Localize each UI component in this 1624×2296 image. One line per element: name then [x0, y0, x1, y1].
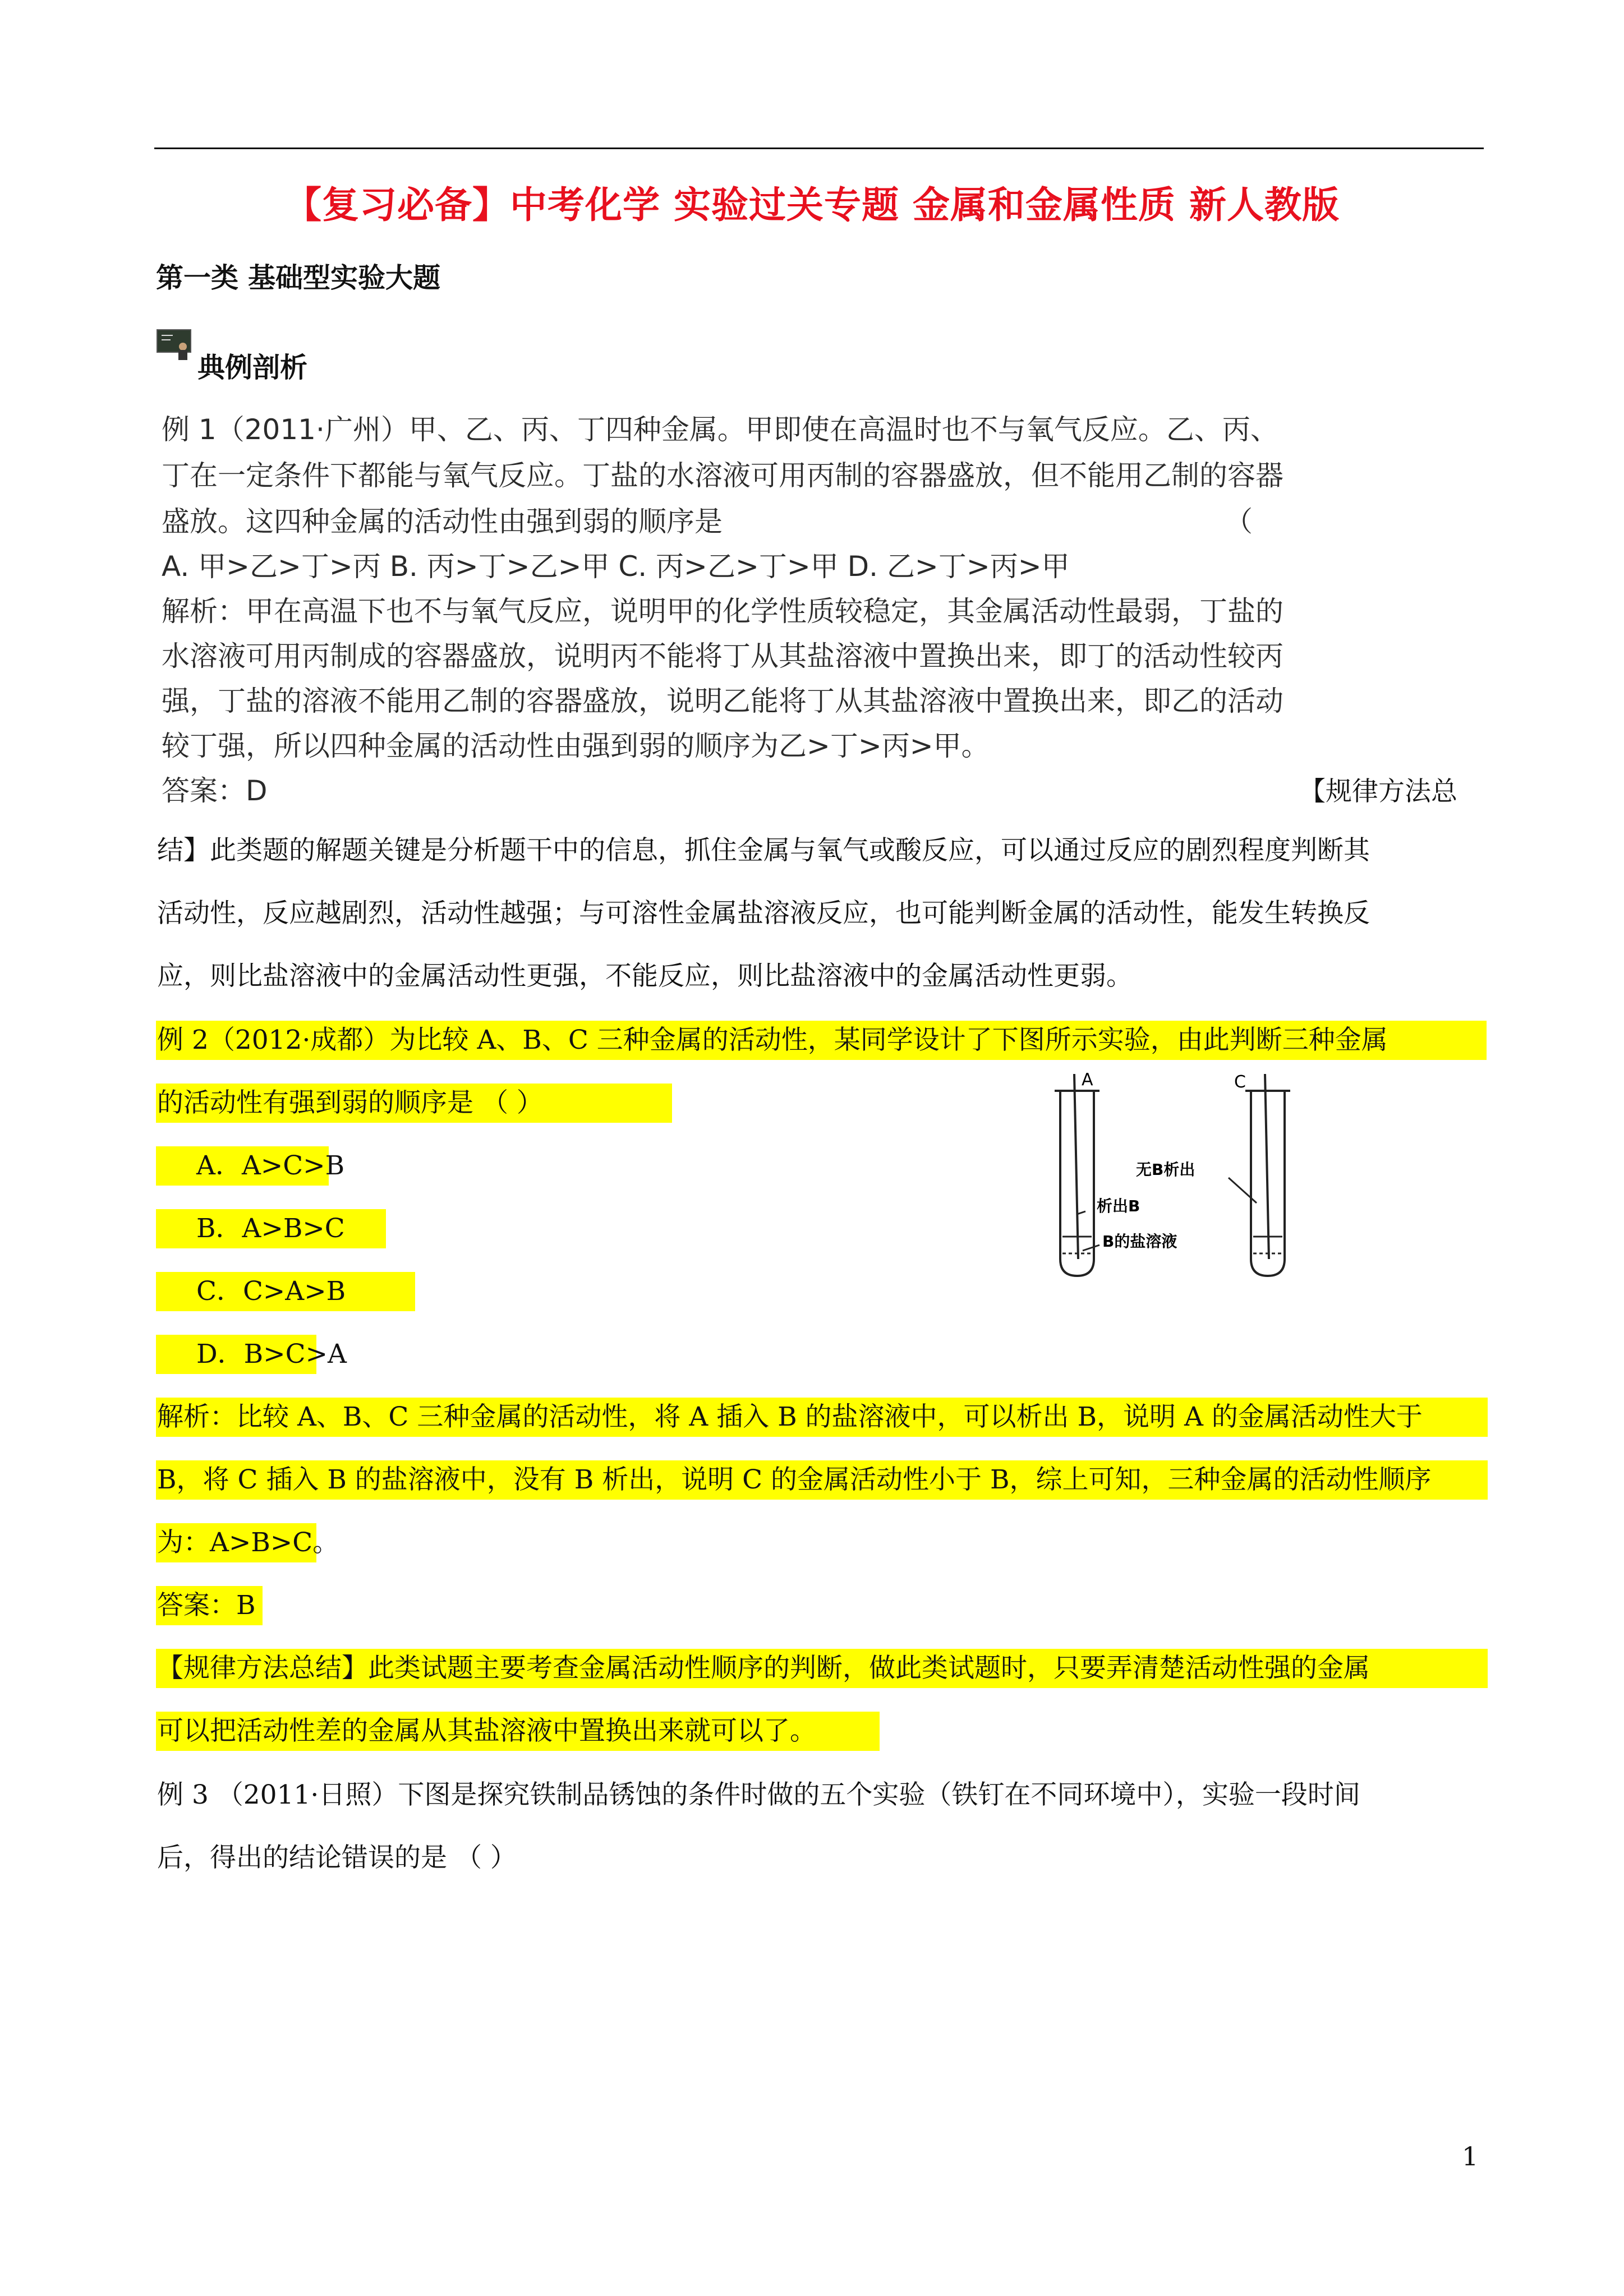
chalkboard-teacher-icon	[156, 328, 196, 361]
label-b-out: 析出B	[1097, 1197, 1140, 1215]
summary1-line: 应，则比盐溶液中的金属活动性更强，不能反应，则比盐溶液中的金属活动性更弱。	[157, 961, 1133, 992]
tube-label-a: A	[1082, 1070, 1093, 1090]
example2-analysis: B，将 C 插入 B 的盐溶液中，没有 B 析出，说明 C 的金属活动性小于 B，综上可知，三种金属的活动性顺序	[157, 1464, 1432, 1495]
example1-line: 例 1（2011·广州）甲、乙、丙、丁四种金属。甲即使在高温时也不与氧气反应。乙、丙、	[162, 413, 1278, 446]
example2-question: 例 2（2012·成都）为比较 A、B、C 三种金属的活动性，某同学设计了下图所示实验，由此判断三种金属	[157, 1025, 1388, 1055]
option-c: C．C>A>B	[196, 1276, 346, 1307]
example1-line: 较丁强，所以四种金属的活动性由强到弱的顺序为乙>丁>丙>甲。	[162, 730, 990, 762]
example2-question: 的活动性有强到弱的顺序是 （ ）	[157, 1087, 543, 1118]
summary1-line: 活动性，反应越剧烈，活动性越强；与可溶性金属盐溶液反应，也可能判断金属的活动性，能发生转换反	[157, 898, 1370, 929]
option-a: A．A>C>B	[196, 1150, 345, 1181]
example2-summary: 可以把活动性差的金属从其盐溶液中置换出来就可以了。	[157, 1716, 816, 1746]
test-tube-figure	[1043, 1068, 1335, 1281]
example2-answer: 答案：B	[157, 1590, 256, 1621]
example1-answer: 答案：D	[162, 774, 268, 807]
option-d: D．B>C>A	[196, 1339, 347, 1370]
example3-line: 后，得出的结论错误的是 （ ）	[157, 1842, 517, 1873]
example1-options: A. 甲>乙>丁>丙 B. 丙>丁>乙>甲 C. 丙>乙>丁>甲 D. 乙>丁>丙>甲	[162, 550, 1070, 583]
tube-label-c: C	[1234, 1072, 1246, 1092]
example1-line: 解析：甲在高温下也不与氧气反应，说明甲的化学性质较稳定，其金属活动性最弱，丁盐的	[162, 595, 1283, 628]
example3-line: 例 3 （2011·日照）下图是探究铁制品锈蚀的条件时做的五个实验（铁钉在不同环境中），实验一段时间	[157, 1779, 1360, 1810]
summary1-line: 结】此类题的解题关键是分析题干中的信息，抓住金属与氧气或酸反应，可以通过反应的剧烈程度判断其	[157, 835, 1370, 866]
example1-line: 水溶液可用丙制成的容器盛放，说明丙不能将丁从其盐溶液中置换出来，即丁的活动性较丙	[162, 640, 1283, 672]
example1-paren: （	[1225, 505, 1253, 538]
label-no-b: 无B析出	[1136, 1160, 1195, 1179]
example1-line: 丁在一定条件下都能与氧气反应。丁盐的水溶液可用丙制的容器盛放，但不能用乙制的容器	[162, 459, 1283, 492]
example1-line: 强，丁盐的溶液不能用乙制的容器盛放，说明乙能将丁从其盐溶液中置换出来，即乙的活动	[162, 685, 1283, 717]
example2-analysis: 解析：比较 A、B、C 三种金属的活动性，将 A 插入 B 的盐溶液中，可以析出 B，说明 A 的金属活动性大于	[157, 1401, 1423, 1432]
header-rule	[154, 147, 1484, 149]
section-heading: 第一类 基础型实验大题	[156, 262, 441, 294]
document-title: 【复习必备】中考化学 实验过关专题 金属和金属性质 新人教版	[284, 183, 1340, 227]
example2-summary: 【规律方法总结】此类试题主要考查金属活动性顺序的判断，做此类试题时，只要弄清楚活动性强的金属	[157, 1653, 1370, 1684]
summary1-head: 【规律方法总	[1299, 776, 1457, 807]
example1-line: 盛放。这四种金属的活动性由强到弱的顺序是	[162, 505, 723, 538]
label-solution: B的盐溶液	[1102, 1232, 1177, 1251]
option-b: B．A>B>C	[196, 1213, 345, 1244]
example2-analysis: 为：A>B>C。	[157, 1527, 339, 1558]
subsection-heading: 典例剖析	[197, 352, 308, 384]
page-number: 1	[1462, 2141, 1479, 2171]
